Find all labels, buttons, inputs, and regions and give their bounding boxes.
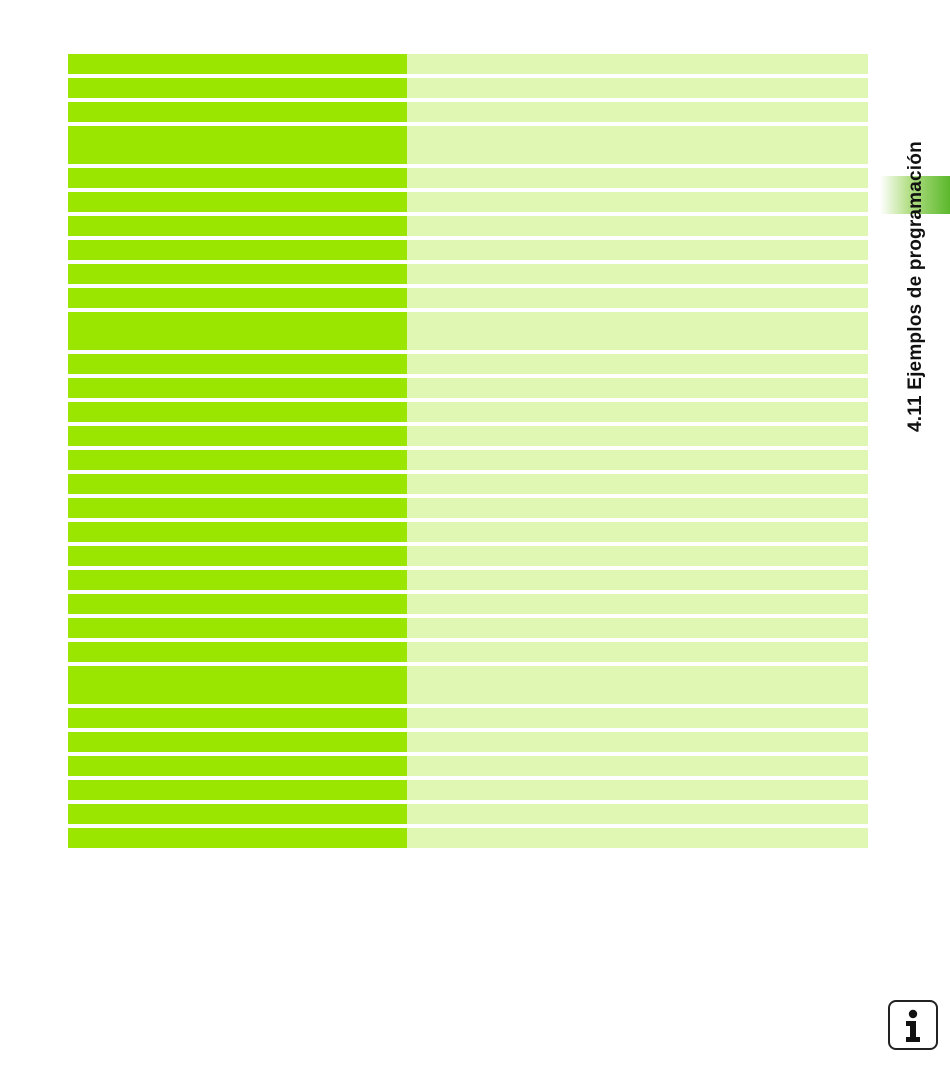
- table-cell-left: [68, 126, 407, 164]
- table-row: [68, 450, 868, 470]
- table-row: [68, 378, 868, 398]
- table-row: [68, 126, 868, 164]
- table-row: [68, 780, 868, 800]
- table-cell-left: [68, 732, 407, 752]
- table-row: [68, 54, 868, 74]
- table-row: [68, 708, 868, 728]
- table-cell-left: [68, 264, 407, 284]
- table-cell-left: [68, 780, 407, 800]
- info-icon: [888, 1000, 938, 1050]
- table-cell-left: [68, 54, 407, 74]
- table-cell-left: [68, 354, 407, 374]
- table-cell-right: [407, 804, 868, 824]
- table-row: [68, 828, 868, 848]
- table-cell-right: [407, 402, 868, 422]
- program-table: [68, 54, 868, 852]
- table-cell-right: [407, 522, 868, 542]
- table-row: [68, 426, 868, 446]
- table-cell-left: [68, 216, 407, 236]
- table-cell-left: [68, 288, 407, 308]
- table-cell-right: [407, 666, 868, 704]
- table-cell-right: [407, 546, 868, 566]
- table-cell-right: [407, 354, 868, 374]
- table-cell-right: [407, 594, 868, 614]
- table-row: [68, 618, 868, 638]
- table-cell-left: [68, 522, 407, 542]
- table-cell-right: [407, 54, 868, 74]
- table-cell-right: [407, 756, 868, 776]
- table-cell-right: [407, 126, 868, 164]
- table-row: [68, 804, 868, 824]
- table-cell-left: [68, 78, 407, 98]
- table-cell-right: [407, 732, 868, 752]
- table-row: [68, 498, 868, 518]
- table-cell-right: [407, 168, 868, 188]
- table-cell-left: [68, 642, 407, 662]
- table-row: [68, 192, 868, 212]
- table-cell-right: [407, 264, 868, 284]
- table-cell-right: [407, 708, 868, 728]
- table-cell-left: [68, 192, 407, 212]
- table-cell-left: [68, 804, 407, 824]
- table-cell-left: [68, 708, 407, 728]
- table-row: [68, 240, 868, 260]
- table-row: [68, 546, 868, 566]
- table-cell-left: [68, 594, 407, 614]
- section-title: 4.11 Ejemplos de programación: [905, 141, 926, 432]
- table-cell-right: [407, 192, 868, 212]
- table-cell-right: [407, 378, 868, 398]
- table-row: [68, 570, 868, 590]
- table-cell-left: [68, 102, 407, 122]
- table-row: [68, 312, 868, 350]
- table-cell-left: [68, 450, 407, 470]
- table-cell-right: [407, 240, 868, 260]
- table-cell-left: [68, 168, 407, 188]
- table-row: [68, 264, 868, 284]
- table-row: [68, 474, 868, 494]
- table-cell-left: [68, 426, 407, 446]
- table-cell-left: [68, 618, 407, 638]
- table-cell-left: [68, 402, 407, 422]
- table-cell-right: [407, 780, 868, 800]
- table-row: [68, 288, 868, 308]
- table-row: [68, 216, 868, 236]
- table-cell-right: [407, 642, 868, 662]
- table-row: [68, 354, 868, 374]
- table-cell-left: [68, 378, 407, 398]
- table-cell-right: [407, 828, 868, 848]
- table-cell-left: [68, 756, 407, 776]
- table-cell-left: [68, 546, 407, 566]
- table-cell-right: [407, 216, 868, 236]
- table-cell-right: [407, 498, 868, 518]
- table-cell-left: [68, 828, 407, 848]
- table-row: [68, 642, 868, 662]
- table-cell-left: [68, 666, 407, 704]
- table-row: [68, 168, 868, 188]
- table-cell-right: [407, 570, 868, 590]
- table-cell-right: [407, 450, 868, 470]
- table-cell-right: [407, 312, 868, 350]
- table-row: [68, 666, 868, 704]
- table-cell-right: [407, 102, 868, 122]
- table-row: [68, 402, 868, 422]
- table-cell-left: [68, 498, 407, 518]
- table-row: [68, 756, 868, 776]
- table-cell-right: [407, 426, 868, 446]
- table-row: [68, 522, 868, 542]
- table-cell-left: [68, 312, 407, 350]
- table-row: [68, 594, 868, 614]
- table-cell-right: [407, 474, 868, 494]
- table-cell-right: [407, 288, 868, 308]
- table-cell-left: [68, 570, 407, 590]
- table-cell-left: [68, 240, 407, 260]
- table-row: [68, 78, 868, 98]
- table-row: [68, 732, 868, 752]
- table-cell-right: [407, 78, 868, 98]
- table-cell-left: [68, 474, 407, 494]
- table-row: [68, 102, 868, 122]
- table-cell-right: [407, 618, 868, 638]
